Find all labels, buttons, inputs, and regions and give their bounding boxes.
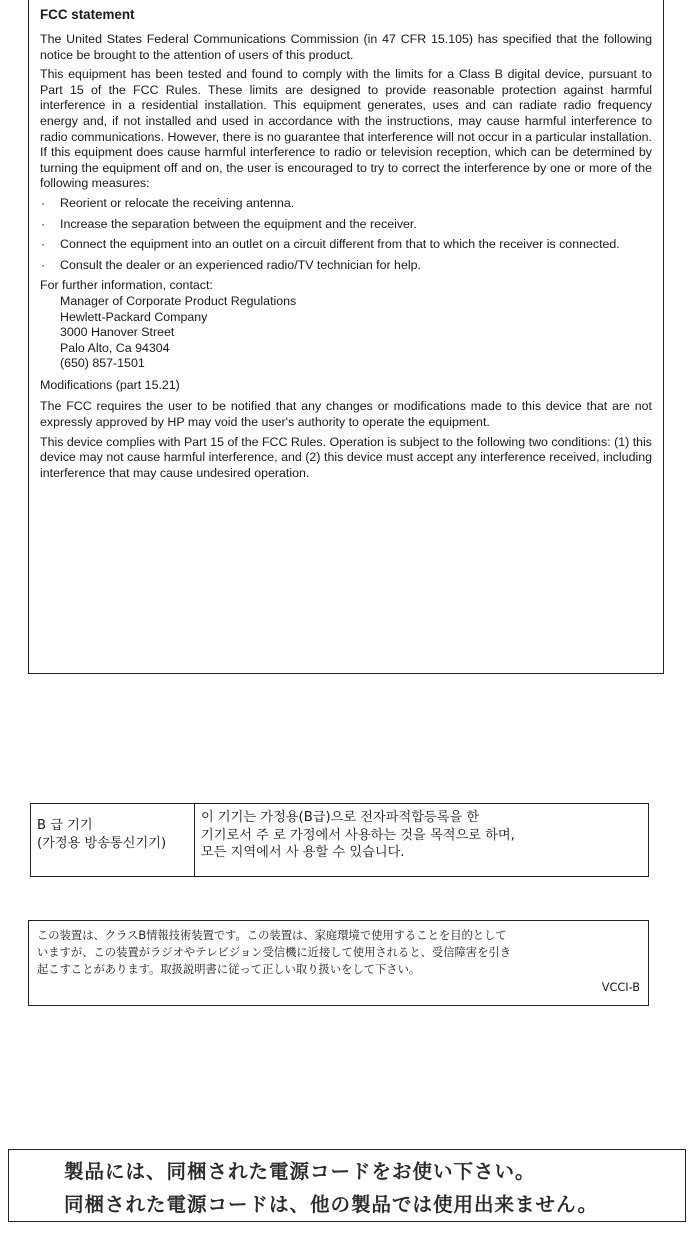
power-cord-line-2: 同梱された電源コードは、他の製品では使用出来ません。 <box>64 1193 599 1216</box>
bullet-icon: · <box>41 257 46 272</box>
list-item: · Increase the separation between the equipment and the receiver. <box>41 216 417 231</box>
contact-intro: For further information, contact: <box>40 278 213 293</box>
korea-class-sublabel: (가정용 방송통신기기) <box>37 835 167 851</box>
korea-statement-cell <box>195 804 648 876</box>
contact-line: Palo Alto, Ca 94304 <box>60 340 170 355</box>
power-cord-notice-box <box>8 1149 686 1222</box>
bullet-icon: · <box>41 216 46 231</box>
list-item: · Reorient or relocate the receiving antenna. <box>41 195 295 210</box>
vcci-label: VCCI-B <box>601 981 640 994</box>
modifications-heading: Modifications (part 15.21) <box>40 377 180 392</box>
vcci-statement-line: 起こすことがあります。取扱説明書に従って正しい取り扱いをして下さい。 <box>37 963 421 976</box>
korea-class-b-table <box>30 803 649 877</box>
contact-address <box>40 294 652 372</box>
fcc-title: FCC statement <box>40 7 135 22</box>
fcc-statement-box <box>28 0 664 674</box>
compliance-text: This device complies with Part 15 of the FCC Rules. Operation is subject to the following two conditions: (1) this device may not cause harmful interference, and (2) this device must accept any interference received, including interference that may cause undesired operation. <box>40 434 652 480</box>
contact-line: Hewlett-Packard Company <box>60 309 208 324</box>
korea-statement-line: 이 기기는 가정용(B급)으로 전자파적합등록을 한 <box>201 810 480 825</box>
vcci-statement-box <box>28 920 649 1006</box>
korea-class-cell <box>31 804 195 876</box>
list-item: · Connect the equipment into an outlet on a circuit different from that to which the receiver is connected. <box>41 237 620 252</box>
list-item: · Consult the dealer or an experienced radio/TV technician for help. <box>41 257 421 272</box>
korea-statement-line: 모든 지역에서 사 용할 수 있습니다. <box>201 845 405 860</box>
fcc-measures-list <box>40 196 652 273</box>
korea-class-label: B 급 기기 <box>37 818 93 833</box>
bullet-icon: · <box>41 195 46 210</box>
fcc-intro: The United States Federal Communications Commission (in 47 CFR 15.105) has specified that the following notice be brought to the attention of users of this product. <box>40 32 652 62</box>
power-cord-line-1: 製品には、同梱された電源コードをお使い下さい。 <box>64 1160 536 1183</box>
modifications-text: The FCC requires the user to be notified that any changes or modifications made to this device that are not expressly approved by HP may void the user's authority to operate the equipment. <box>40 399 652 430</box>
fcc-body: This equipment has been tested and found to comply with the limits for a Class B digital device, pursuant to Part 15 of the FCC Rules. These limits are designed to provide reasonable protection against harmful interference in a residential installation. This equipment generates, uses and can radiate radio frequency energy and, if not installed and used in accordance with the instructions, may cause harmful interference to radio communications. However, there is no guarantee that interference will not occur in a particular installation. If this equipment does cause harmful interference to radio or television reception, which can be determined by turning the equipment off and on, the user is encouraged to try to correct the interference by one or more of the following measures: <box>40 67 652 191</box>
bullet-icon: · <box>41 237 46 252</box>
vcci-statement-line: この装置は、クラスB情報技術装置です。この装置は、家庭環境で使用することを目的として <box>37 929 507 942</box>
vcci-statement-line: いますが、この装置がラジオやテレビジョン受信機に近接して使用されると、受信障害を引き <box>37 946 512 959</box>
contact-line: Manager of Corporate Product Regulations <box>60 293 297 308</box>
korea-statement-line: 기기로서 주 로 가정에서 사용하는 것을 목적으로 하며, <box>201 827 515 843</box>
contact-line: (650) 857-1501 <box>60 356 145 371</box>
contact-line: 3000 Hanover Street <box>60 325 175 340</box>
